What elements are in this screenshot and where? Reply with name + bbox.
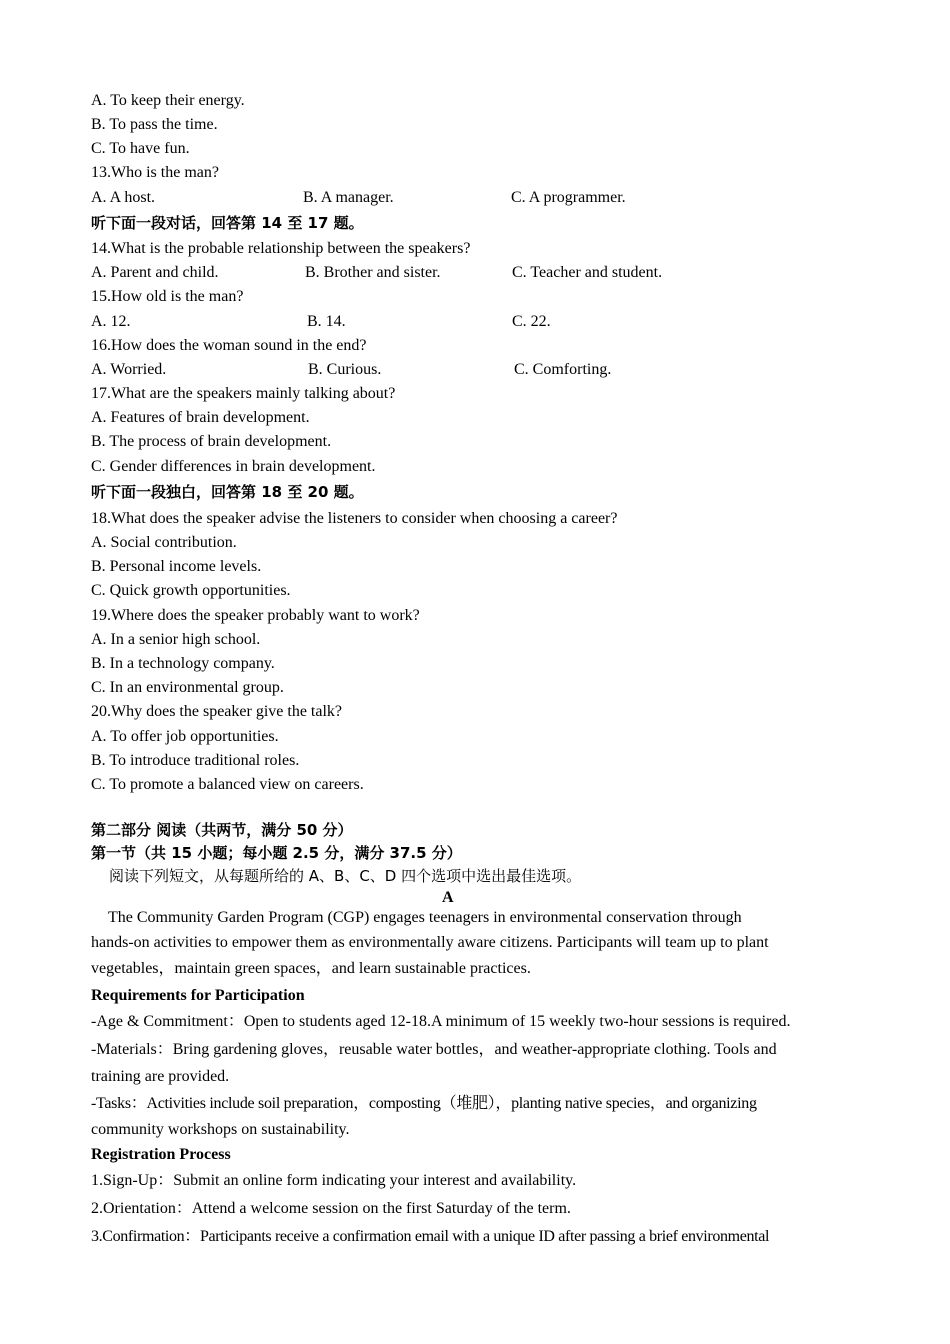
- paragraph-line: 2.Orientation：Attend a welcome session on the first Saturday of the term.: [91, 1200, 571, 1217]
- paragraph-line: hands-on activities to empower them as environmentally aware citizens. Participants will team up to plant: [91, 934, 769, 951]
- option-text: B. A manager.: [303, 189, 394, 206]
- section-heading: 听下面一段对话，回答第 14 至 17 题。: [91, 214, 364, 232]
- option-text: A. Social contribution.: [91, 534, 237, 551]
- option-text: C. Quick growth opportunities.: [91, 582, 291, 599]
- option-text: C. A programmer.: [511, 189, 626, 206]
- question-text: 14.What is the probable relationship between the speakers?: [91, 240, 471, 257]
- section-heading: 听下面一段独白，回答第 18 至 20 题。: [91, 483, 364, 501]
- passage-label: A: [442, 889, 454, 906]
- subheading: Registration Process: [91, 1146, 231, 1163]
- question-text: 15.How old is the man?: [91, 288, 244, 305]
- question-text: 16.How does the woman sound in the end?: [91, 337, 367, 354]
- question-text: 19.Where does the speaker probably want to work?: [91, 607, 420, 624]
- question-text: 18.What does the speaker advise the listeners to consider when choosing a career?: [91, 510, 618, 527]
- option-text: A. 12.: [91, 313, 131, 330]
- option-text: C. Comforting.: [514, 361, 612, 378]
- option-text: B. In a technology company.: [91, 655, 275, 672]
- option-text: B. 14.: [307, 313, 346, 330]
- option-text: C. Gender differences in brain development.: [91, 458, 376, 475]
- paragraph-line: -Materials：Bring gardening gloves，reusable water bottles，and weather-appropriate clothing. Tools and: [91, 1041, 777, 1058]
- option-text: A. Parent and child.: [91, 264, 219, 281]
- option-text: A. Features of brain development.: [91, 409, 310, 426]
- option-text: B. Personal income levels.: [91, 558, 262, 575]
- option-text: B. To pass the time.: [91, 116, 218, 133]
- option-text: C. 22.: [512, 313, 551, 330]
- paragraph-line: 1.Sign-Up：Submit an online form indicating your interest and availability.: [91, 1172, 577, 1189]
- subheading: Requirements for Participation: [91, 987, 305, 1004]
- option-text: A. A host.: [91, 189, 156, 206]
- option-text: A. In a senior high school.: [91, 631, 261, 648]
- option-text: C. In an environmental group.: [91, 679, 284, 696]
- question-text: 17.What are the speakers mainly talking about?: [91, 385, 396, 402]
- option-text: A. To offer job opportunities.: [91, 728, 279, 745]
- question-text: 20.Why does the speaker give the talk?: [91, 703, 343, 720]
- part-title: 第二部分 阅读（共两节，满分 50 分）: [91, 821, 353, 839]
- option-text: A. To keep their energy.: [91, 92, 245, 109]
- option-text: C. To have fun.: [91, 140, 190, 157]
- paragraph-line: 3.Confirmation：Participants receive a confirmation email with a unique ID after passing a brief environmental: [91, 1228, 770, 1245]
- paragraph-line: -Tasks：Activities include soil preparation，composting（堆肥），planting native species，and organizing: [91, 1095, 757, 1112]
- section-title: 第一节（共 15 小题；每小题 2.5 分，满分 37.5 分）: [91, 844, 462, 862]
- option-text: C. Teacher and student.: [512, 264, 663, 281]
- option-text: B. Brother and sister.: [305, 264, 441, 281]
- paragraph-line: The Community Garden Program (CGP) engages teenagers in environmental conservation through: [108, 909, 742, 926]
- option-text: C. To promote a balanced view on careers.: [91, 776, 364, 793]
- paragraph-line: community workshops on sustainability.: [91, 1121, 350, 1138]
- paragraph-line: vegetables，maintain green spaces，and learn sustainable practices.: [91, 960, 531, 977]
- option-text: A. Worried.: [91, 361, 167, 378]
- paragraph-line: -Age & Commitment：Open to students aged 12-18.A minimum of 15 weekly two-hour sessions is required.: [91, 1013, 791, 1030]
- instruction-text: 阅读下列短文，从每题所给的 A、B、C、D 四个选项中选出最佳选项。: [109, 867, 582, 885]
- paragraph-line: training are provided.: [91, 1068, 230, 1085]
- question-text: 13.Who is the man?: [91, 164, 219, 181]
- option-text: B. Curious.: [308, 361, 382, 378]
- option-text: B. The process of brain development.: [91, 433, 332, 450]
- option-text: B. To introduce traditional roles.: [91, 752, 300, 769]
